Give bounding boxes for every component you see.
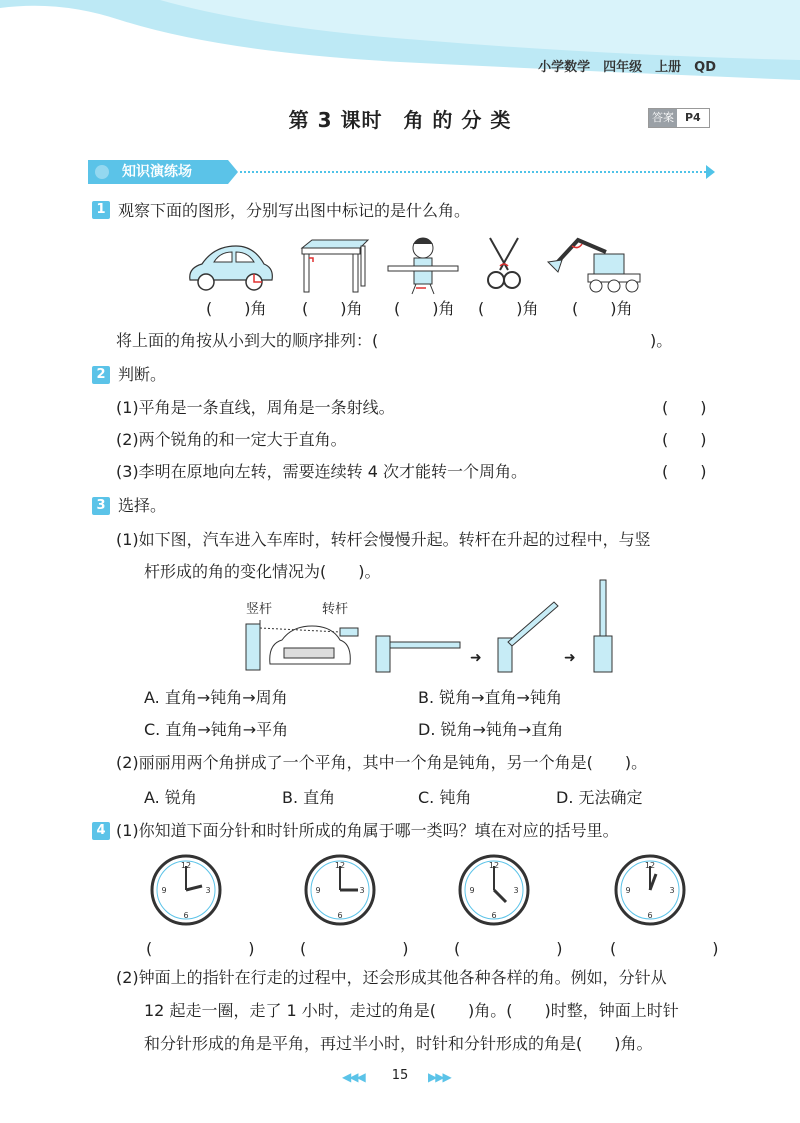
svg-text:3: 3 xyxy=(205,886,211,895)
footer-right-arrows-icon: ▶▶▶ xyxy=(428,1070,450,1084)
answer-tag-page: P4 xyxy=(677,109,709,127)
page-number: 15 xyxy=(391,1068,409,1083)
label-vertical-pole: 竖杆 xyxy=(246,602,273,617)
q4-p2-line1: (2)钟面上的指针在行走的过程中，还会形成其他各种各样的角。例如，分针从 xyxy=(116,968,667,987)
svg-text:9: 9 xyxy=(469,886,475,895)
clock-blank-3[interactable]: ( ) xyxy=(454,939,563,958)
question-number-4: 4 xyxy=(92,822,110,840)
clock-blank-4[interactable]: ( ) xyxy=(610,939,719,958)
q1-order-text: 将上面的角按从小到大的顺序排列：( xyxy=(116,331,379,350)
q1-blank-5[interactable]: ( )角 xyxy=(572,299,633,318)
q3-p2-option-d[interactable]: D. 无法确定 xyxy=(556,788,643,807)
q3-p2-option-c[interactable]: C. 钝角 xyxy=(418,788,472,807)
q4-p1: (1)你知道下面分针和时针所成的角属于哪一类吗？填在对应的括号里。 xyxy=(116,821,619,840)
q1-order-end[interactable]: )。 xyxy=(650,331,673,350)
svg-text:12: 12 xyxy=(644,861,656,870)
q3-p1-option-a[interactable]: A. 直角→钝角→周角 xyxy=(144,688,288,707)
footer-left-arrows-icon: ◀◀◀ xyxy=(342,1070,364,1084)
section-label: 知识演练场 xyxy=(122,164,192,180)
svg-text:9: 9 xyxy=(315,886,321,895)
gate-open-diagram xyxy=(590,578,616,674)
label-rotating-bar: 转杆 xyxy=(322,602,349,617)
svg-text:12: 12 xyxy=(334,861,346,870)
svg-text:12: 12 xyxy=(488,861,500,870)
svg-text:3: 3 xyxy=(359,886,365,895)
q3-p2-option-a[interactable]: A. 锐角 xyxy=(144,788,197,807)
q2-item-1-answer[interactable]: ( ) xyxy=(662,398,707,417)
q1-blank-1[interactable]: ( )角 xyxy=(206,299,267,318)
arrow-right-icon-1: ➜ xyxy=(470,650,482,666)
svg-text:6: 6 xyxy=(647,911,653,920)
q2-item-3-answer[interactable]: ( ) xyxy=(662,462,707,481)
child-arms-icon xyxy=(386,232,460,296)
svg-text:3: 3 xyxy=(513,886,519,895)
svg-text:3: 3 xyxy=(669,886,675,895)
q3-p1-line1: (1)如下图，汽车进入车库时，转杆会慢慢升起。转杆在升起的过程中，与竖 xyxy=(116,530,651,549)
q3-text: 选择。 xyxy=(118,496,167,515)
q3-p1-option-d[interactable]: D. 锐角→钝角→直角 xyxy=(418,720,564,739)
svg-text:6: 6 xyxy=(337,911,343,920)
q3-p2-option-b[interactable]: B. 直角 xyxy=(282,788,336,807)
arrow-right-icon-2: ➜ xyxy=(564,650,576,666)
header-tag: 小学数学 四年级 上册 QD xyxy=(538,60,716,75)
answer-tag[interactable] xyxy=(648,108,710,128)
car-gate-illustration xyxy=(240,614,360,674)
q1-blank-3[interactable]: ( )角 xyxy=(394,299,455,318)
car-icon xyxy=(184,238,276,296)
clock-icon-3 xyxy=(456,852,532,928)
q3-p2: (2)丽丽用两个角拼成了一个平角，其中一个角是钝角，另一个角是( )。 xyxy=(116,753,648,772)
q4-p2-line3: 和分针形成的角是平角，再过半小时，时针和分针形成的角是( )角。 xyxy=(144,1034,653,1053)
svg-text:6: 6 xyxy=(183,911,189,920)
clock-blank-1[interactable]: ( ) xyxy=(146,939,255,958)
svg-text:9: 9 xyxy=(161,886,167,895)
svg-text:6: 6 xyxy=(491,911,497,920)
q2-text: 判断。 xyxy=(118,365,167,384)
q3-p1-line2: 杆形成的角的变化情况为( )。 xyxy=(144,562,381,581)
question-number-1: 1 xyxy=(92,201,110,219)
question-number-3: 3 xyxy=(92,497,110,515)
q1-text: 观察下面的图形，分别写出图中标记的是什么角。 xyxy=(118,201,471,220)
divider-arrow-icon xyxy=(706,165,715,179)
q2-item-2-answer[interactable]: ( ) xyxy=(662,430,707,449)
answer-tag-label: 答案 xyxy=(649,109,677,127)
page-title: 第 3 课时 角 的 分 类 xyxy=(288,108,512,132)
clock-blank-2[interactable]: ( ) xyxy=(300,939,409,958)
q2-item-3: (3)李明在原地向左转，需要连续转 4 次才能转一个周角。 xyxy=(116,462,528,481)
scissors-icon xyxy=(482,236,526,294)
clock-icon-4 xyxy=(612,852,688,928)
q2-item-1: (1)平角是一条直线，周角是一条射线。 xyxy=(116,398,395,417)
gate-raising-diagram xyxy=(494,598,564,674)
question-number-2: 2 xyxy=(92,366,110,384)
excavator-icon xyxy=(544,232,646,294)
svg-text:12: 12 xyxy=(180,861,192,870)
q3-p1-option-c[interactable]: C. 直角→钝角→平角 xyxy=(144,720,289,739)
clock-icon-1 xyxy=(148,852,224,928)
table-icon xyxy=(298,238,372,296)
q2-item-2: (2)两个锐角的和一定大于直角。 xyxy=(116,430,347,449)
q1-blank-2[interactable]: ( )角 xyxy=(302,299,363,318)
gate-closed-diagram xyxy=(372,634,464,674)
svg-text:9: 9 xyxy=(625,886,631,895)
header-wave xyxy=(0,0,800,90)
q4-p2-line2: 12 起走一圈，走了 1 小时，走过的角是( )角。( )时整，钟面上时针 xyxy=(144,1001,679,1020)
section-divider xyxy=(240,171,710,173)
q3-p1-option-b[interactable]: B. 锐角→直角→钝角 xyxy=(418,688,562,707)
clock-icon-2 xyxy=(302,852,378,928)
q1-blank-4[interactable]: ( )角 xyxy=(478,299,539,318)
